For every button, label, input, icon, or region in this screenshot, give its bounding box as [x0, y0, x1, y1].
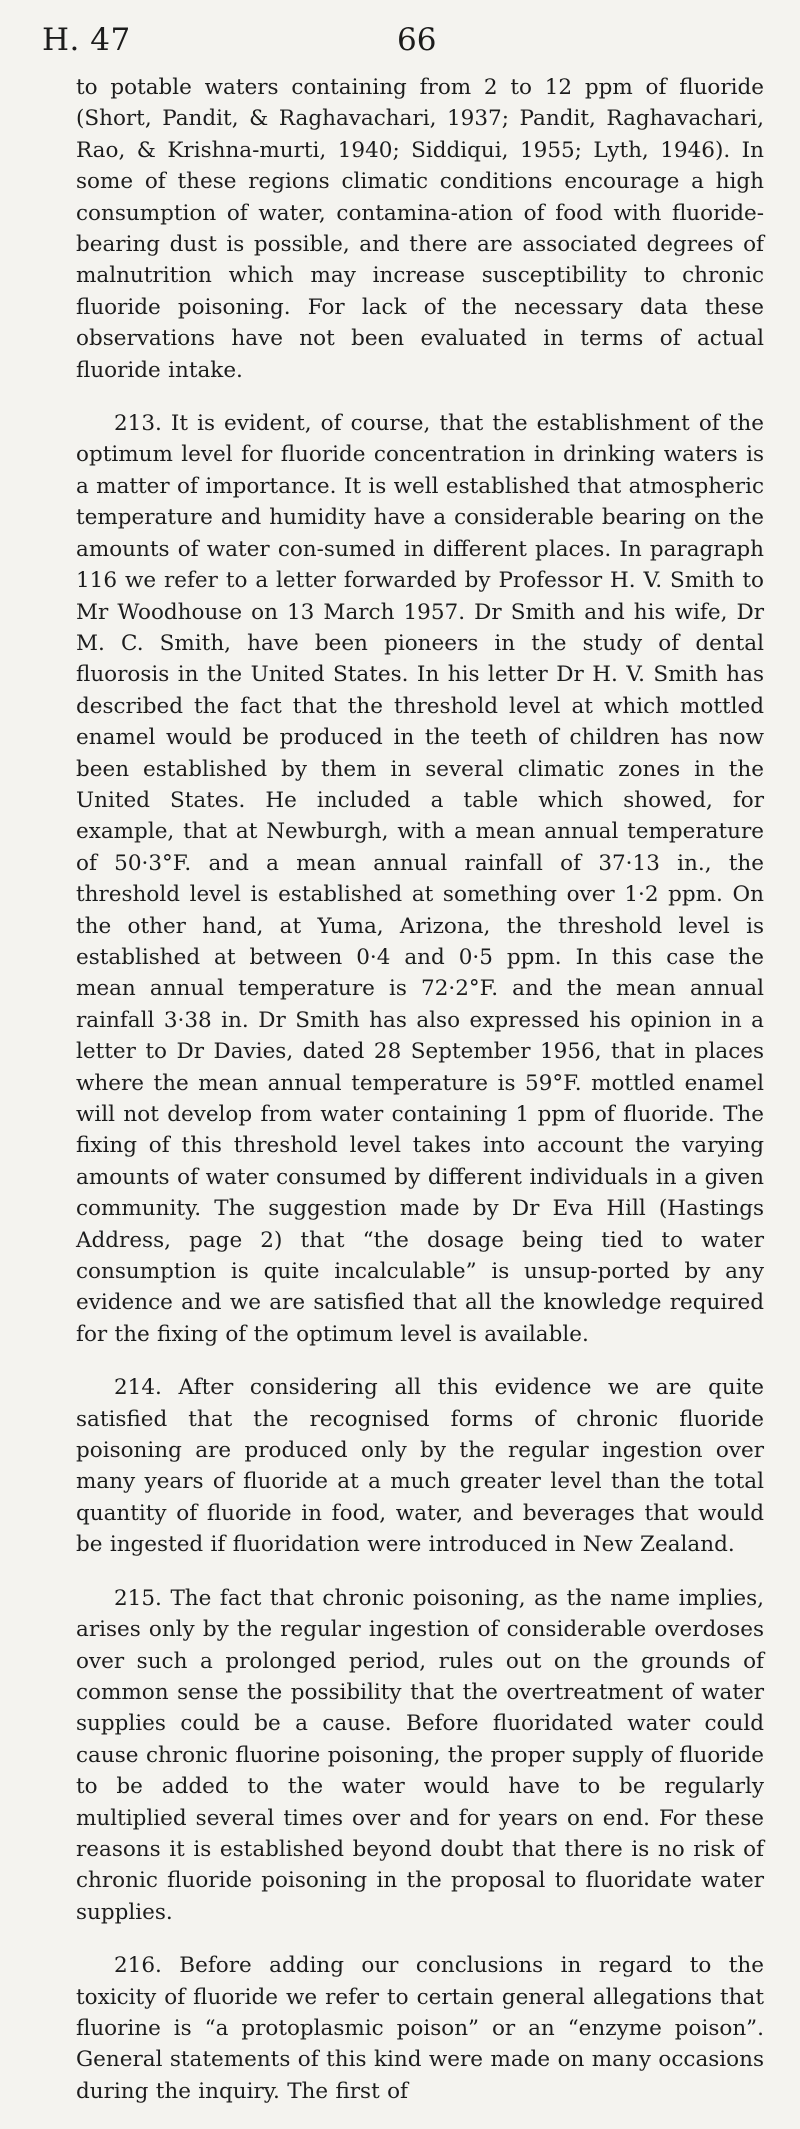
paragraph-216: [76, 1950, 764, 2107]
report-reference: H. 47: [42, 22, 131, 58]
paragraph-text: to potable waters containing from 2 to 12 ppm of fluoride (Short, Pandit, & Raghavachari, 1937; Pandit, Raghavachari, Rao, & Krishna-murti, 1940; Siddiqui, 1955; Lyth, 1946). In some of these regions climatic conditions encourage a high consumption of water, contamina-ation of food with fluoride-bearing dust is possible, and there are associated degrees of malnutrition which may increase susceptibility to chronic fluoride poisoning. For lack of the necessary data these observations have not been evaluated in terms of actual fluoride intake.: [76, 75, 764, 383]
paragraph-number: 216.: [114, 1953, 162, 1979]
page-header: [42, 16, 758, 60]
paragraph-214: [76, 1372, 764, 1560]
paragraph-number: 214.: [114, 1375, 162, 1401]
paragraph-213: [76, 408, 764, 1350]
paragraph-text: The fact that chronic poisoning, as the name implies, arises only by the regular ingestion of considerable overdoses over such a prolonged period, rules out on the grounds of common sense the possibility that the overtreatment of water supplies could be a cause. Before fluoridated water could cause chronic fluorine poisoning, the proper supply of fluoride to be added to the water would have to be regularly multiplied several times over and for years on end. For these reasons it is established beyond doubt that there is no risk of chronic fluoride poisoning in the proposal to fluoridate water supplies.: [76, 1585, 764, 1925]
paragraph-text: Before adding our conclusions in regard to the toxicity of fluoride we refer to certain general allegations that fluorine is “a protoplasmic poison” or an “enzyme poison”. General statements of this kind were made on many occasions during the inquiry. The first of: [76, 1953, 764, 2104]
paragraph-continuation: [76, 72, 764, 386]
page-number: 66: [397, 22, 437, 58]
page-body: [76, 72, 764, 2129]
paragraph-215: [76, 1583, 764, 1928]
paragraph-text: It is evident, of course, that the establishment of the optimum level for fluoride concentration in drinking waters is a matter of importance. It is well established that atmospheric temperature and humidity have a considerable bearing on the amounts of water con-sumed in different places. In paragraph 116 we refer to a letter forwarded by Professor H. V. Smith to Mr Woodhouse on 13 March 1957. Dr Smith and his wife, Dr M. C. Smith, have been pioneers in the study of dental fluorosis in the United States. In his letter Dr H. V. Smith has described the fact that the threshold level at which mottled enamel would be produced in the teeth of children has now been established by them in several climatic zones in the United States. He included a table which showed, for example, that at Newburgh, with a mean annual temperature of 50·3°F. and a mean annual rainfall of 37·13 in., the threshold level is established at something over 1·2 ppm. On the other hand, at Yuma, Arizona, the threshold level is established at between 0·4 and 0·5 ppm. In this case the mean annual temperature is 72·2°F. and the mean annual rainfall 3·38 in. Dr Smith has also expressed his opinion in a letter to Dr Davies, dated 28 September 1956, that in places where the mean annual temperature is 59°F. mottled enamel will not develop from water containing 1 ppm of fluoride. The fixing of this threshold level takes into account the varying amounts of water consumed by different individuals in a given community. The suggestion made by Dr Eva Hill (Hastings Address, page 2) that “the dosage being tied to water consumption is quite incalculable” is unsup-ported by any evidence and we are satisfied that all the knowledge required for the fixing of the optimum level is available.: [76, 411, 764, 1347]
paragraph-text: After considering all this evidence we are quite satisfied that the recognised forms of chronic fluoride poisoning are produced only by the regular ingestion over many years of fluoride at a much greater level than the total quantity of fluoride in food, water, and beverages that would be ingested if fluoridation were introduced in New Zealand.: [76, 1375, 765, 1558]
paragraph-number: 213.: [114, 411, 162, 437]
paragraph-number: 215.: [114, 1585, 162, 1611]
